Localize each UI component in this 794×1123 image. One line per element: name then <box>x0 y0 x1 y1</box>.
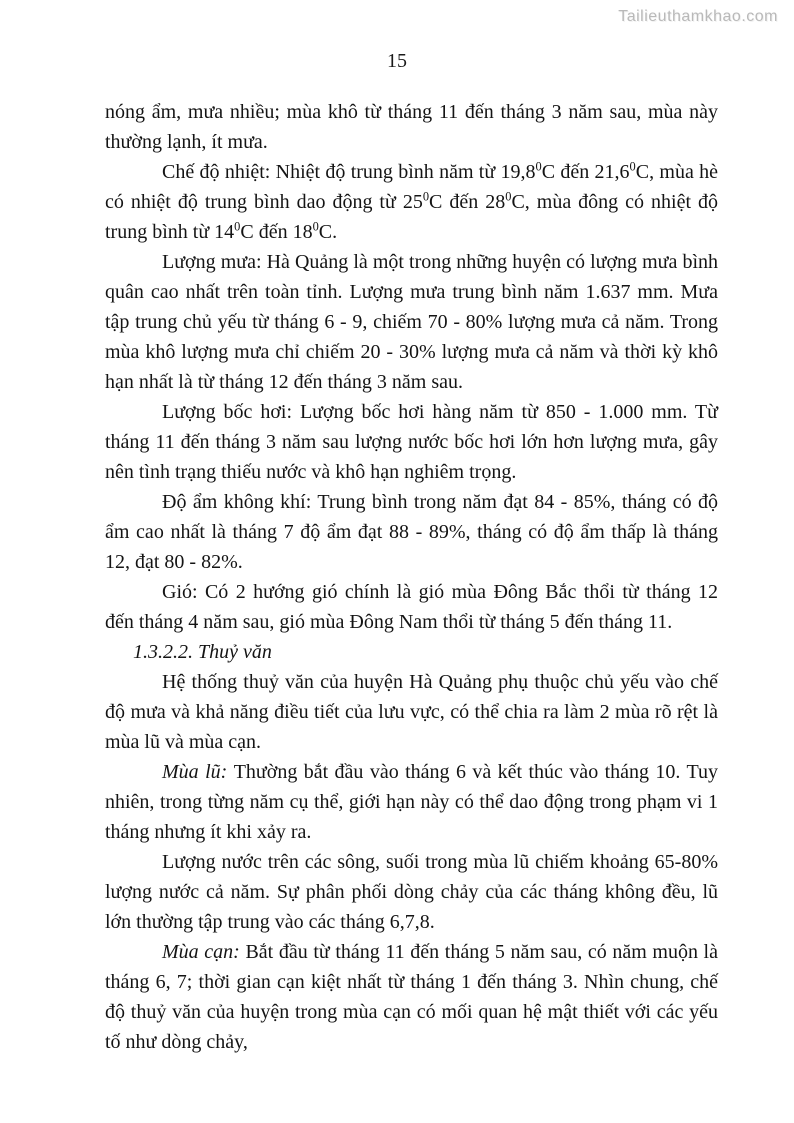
paragraph-temperature <box>105 157 718 247</box>
document-body <box>105 97 718 1057</box>
paragraph-flood-season <box>105 757 718 847</box>
text-segment: Thường bắt đầu vào tháng 6 và kết thúc vào tháng 10. Tuy nhiên, trong từng năm cụ thể, giới hạn này có thể dao động trong phạm vi 1 tháng nhưng ít khi xảy ra. <box>105 761 718 843</box>
text-segment: 1.3.2.2. Thuỷ văn <box>133 641 272 663</box>
text-segment: 0 <box>234 219 241 234</box>
paragraph-flow-distribution <box>105 847 718 937</box>
paragraph-evaporation <box>105 397 718 487</box>
paragraph-wind <box>105 577 718 637</box>
text-segment: C, mùa đông có nhiệt độ trung bình từ 14 <box>105 191 719 243</box>
text-segment: Hệ thống thuỷ văn của huyện Hà Quảng phụ thuộc chủ yếu vào chế độ mưa và khả năng điều tiết của lưu vực, có thể chia ra làm 2 mùa rõ rệt là mùa lũ và mùa cạn. <box>105 671 718 753</box>
text-segment: C đến 28 <box>429 191 506 213</box>
text-segment: nóng ẩm, mưa nhiều; mùa khô từ tháng 11 đến tháng 3 năm sau, mùa này thường lạnh, ít mưa. <box>105 101 718 153</box>
text-segment: 0 <box>535 159 542 174</box>
text-segment: 0 <box>505 189 512 204</box>
text-segment: 0 <box>312 219 319 234</box>
text-segment: Lượng bốc hơi: Lượng bốc hơi hàng năm từ 850 - 1.000 mm. Từ tháng 11 đến tháng 3 năm sau lượng nước bốc hơi lớn hơn lượng mưa, gây nên tình trạng thiếu nước và khô hạn nghiêm trọng. <box>105 401 718 483</box>
text-segment: C, mùa hè có nhiệt độ trung bình dao động từ 25 <box>105 161 719 213</box>
paragraph-humidity <box>105 487 718 577</box>
text-segment: Chế độ nhiệt: Nhiệt độ trung bình năm từ 19,8 <box>162 161 536 183</box>
text-segment: 0 <box>422 189 430 204</box>
text-segment: 0 <box>629 159 636 174</box>
text-segment: Độ ẩm không khí: Trung bình trong năm đạt 84 - 85%, tháng có độ ẩm cao nhất là tháng 7 độ ẩm đạt 88 - 89%, tháng có độ ẩm thấp là tháng 12, đạt 80 - 82%. <box>105 491 718 573</box>
paragraph-hydrology-intro <box>105 667 718 757</box>
text-segment: Lượng nước trên các sông, suối trong mùa lũ chiếm khoảng 65-80% lượng nước cả năm. Sự phân phối dòng chảy của các tháng không đều, lũ lớn thường tập trung vào các tháng 6,7,8. <box>105 851 718 933</box>
text-segment: Bắt đầu từ tháng 11 đến tháng 5 năm sau, có năm muộn là tháng 6, 7; thời gian cạn kiệt nhất từ tháng 1 đến tháng 3. Nhìn chung, chế độ thuỷ văn của huyện trong mùa cạn có mối quan hệ mật thiết với các yếu tố như dòng chảy, <box>105 941 718 1053</box>
text-segment: C. <box>318 221 338 243</box>
text-segment: Mùa cạn: <box>162 941 246 963</box>
text-segment: Mùa lũ: <box>162 761 234 783</box>
text-segment: Gió: Có 2 hướng gió chính là gió mùa Đông Bắc thổi từ tháng 12 đến tháng 4 năm sau, gió mùa Đông Nam thổi từ tháng 5 đến tháng 11. <box>105 581 718 633</box>
page-number: 15 <box>387 50 407 72</box>
paragraph-climate-continued <box>105 97 718 157</box>
paragraph-rainfall <box>105 247 718 397</box>
heading-hydrology <box>105 637 718 667</box>
text-segment: C đến 18 <box>240 221 313 243</box>
site-watermark: Tailieuthamkhao.com <box>618 8 778 25</box>
text-segment: Lượng mưa: Hà Quảng là một trong những huyện có lượng mưa bình quân cao nhất trên toàn tỉnh. Lượng mưa trung bình năm 1.637 mm. Mưa tập trung chủ yếu từ tháng 6 - 9, chiếm 70 - 80% lượng mưa cả năm. Trong mùa khô lượng mưa chỉ chiếm 20 - 30% lượng mưa cả năm và thời kỳ khô hạn nhất là từ tháng 12 đến tháng 3 năm sau. <box>105 251 718 393</box>
paragraph-dry-season <box>105 937 718 1057</box>
text-segment: C đến 21,6 <box>541 161 630 183</box>
